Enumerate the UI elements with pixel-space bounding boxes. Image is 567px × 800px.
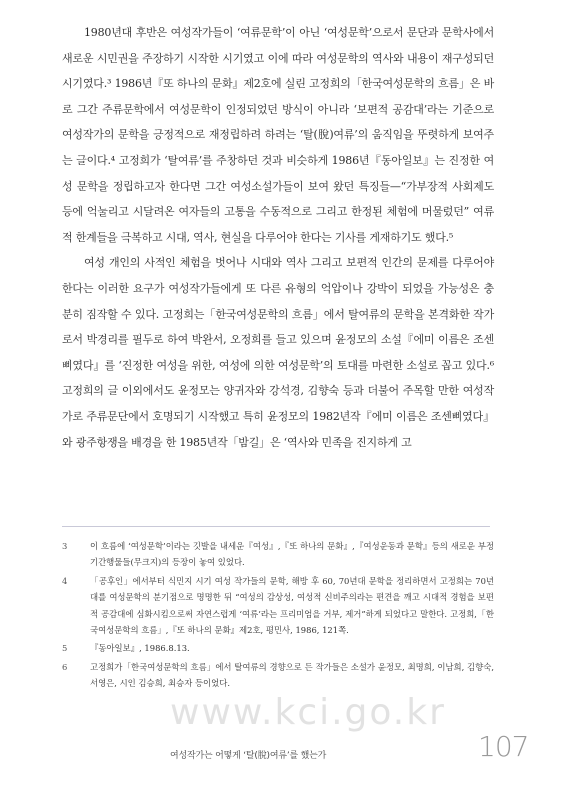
footnote <box>62 538 494 571</box>
footnote-number: 5 <box>62 643 68 654</box>
paragraph-2: 여성 개인의 사적인 체험을 벗어나 시대와 역사 그리고 보편적 인간의 문제를 다루어야 한다는 이러한 요구가 여성작가들에게 또 다른 유형의 억압이나 강박이 되었을 가능성은 충분히 짐작할 수 있다. 고정희는「한국여성문학의 흐름」에서 탈여류의 문학을 본격화한 작가로서 박경리를 필두로 하여 박완서, 오정희를 들고 있으며 윤정모의 소설『에미 이름은 조센삐였다』를 ‘진정한 여성을 위한, 여성에 의한 여성문학’의 토대를 마련한 소설로 꼽고 있다.⁶ 고정희의 글 이외에서도 윤정모는 양귀자와 강석경, 김향숙 등과 더불어 주목할 만한 여성작가로 주류문단에서 호명되기 시작했고 특히 윤정모의 1982년작『에미 이름은 조센삐였다』와 광주항쟁을 배경을 한 1985년작「밤길」은 ‘역사와 민족을 진지하게 고 <box>62 256 494 449</box>
page-number: 107 <box>478 730 529 763</box>
footnote <box>62 659 494 692</box>
footnote-number: 3 <box>62 541 68 551</box>
footnote-number: 4 <box>62 575 68 586</box>
footnote-number: 6 <box>62 661 68 672</box>
footnote-text: 『동아일보』, 1986.8.13. <box>90 643 190 654</box>
paragraph-1: 1980년대 후반은 여성작가들이 ‘여류문학’이 아닌 ‘여성문학’으로서 문단과 문학사에서 새로운 시민권을 주장하기 시작한 시기였고 이에 따라 여성문학의 역사와 내용이 재구성되던 시기였다.³ 1986년『또 하나의 문화』제2호에 실린 고정희의「한국여성문학의 흐름」은 바로 그간 주류문학에서 여성문학이 인정되었던 방식이 아니라 ‘보편적 공감대’라는 기준으로 여성작가의 문학을 긍정적으로 재정립하려 하려는 ‘탈(脫)여류’의 움직임을 뚜렷하게 보여주는 글이다.⁴ 고정희가 ‘탈여류’를 주창하던 것과 비슷하게 1986년『동아일보』는 진정한 여성 문학을 정립하고자 한다면 그간 여성소설가들이 보여 왔던 특징들—“가부장적 사회제도 등에 억눌리고 시달려온 여자들의 고통을 수동적으로 그리고 한정된 체험에 머물렀던” 여류적 한계들을 극복하고 시대, 역사, 현실을 다루어야 한다는 기사를 게재하기도 했다.⁵ <box>62 26 494 244</box>
footnote <box>62 640 494 656</box>
footnotes <box>62 538 494 694</box>
footnote-divider <box>62 526 490 527</box>
footnote <box>62 573 494 639</box>
footnote-text: 고정희가「한국여성문학의 흐름」에서 탈여류의 경향으로 든 작가들은 소설가 윤정모, 최명희, 이남희, 김향숙, 서영은, 시인 김승희, 최승자 등이었다. <box>90 661 494 689</box>
running-title: 여성작가는 어떻게 ‘탈(脫)여류’를 했는가 <box>170 751 327 761</box>
watermark: www.kci.go.kr <box>170 692 446 733</box>
footnote-text: 「공후인」에서부터 식민지 시기 여성 작가들의 문학, 해방 후 60, 70년대 문학을 정리하면서 고정희는 70년대를 여성문학의 분기점으로 명명한 뒤 “여성의 감상성, 여성적 신비주의라는 편견을 깨고 시대적 경험을 보편적 공감대에 심화시킴으로써 자연스럽게 ‘여류’라는 프리미엄을 거부, 제거”하게 되었다고 말한다. 고정희,「한국여성문학의 흐름」,『또 하나의 문화』제2호, 평민사, 1986, 121쪽. <box>90 575 494 636</box>
body-text <box>62 20 494 455</box>
footnote-text: 이 흐름에 ‘여성문학’이라는 깃발을 내세운『여성』,『또 하나의 문화』,『여성운동과 문학』등의 새로운 부정기간행물들(무크지)의 등장이 놓여 있었다. <box>90 541 494 568</box>
